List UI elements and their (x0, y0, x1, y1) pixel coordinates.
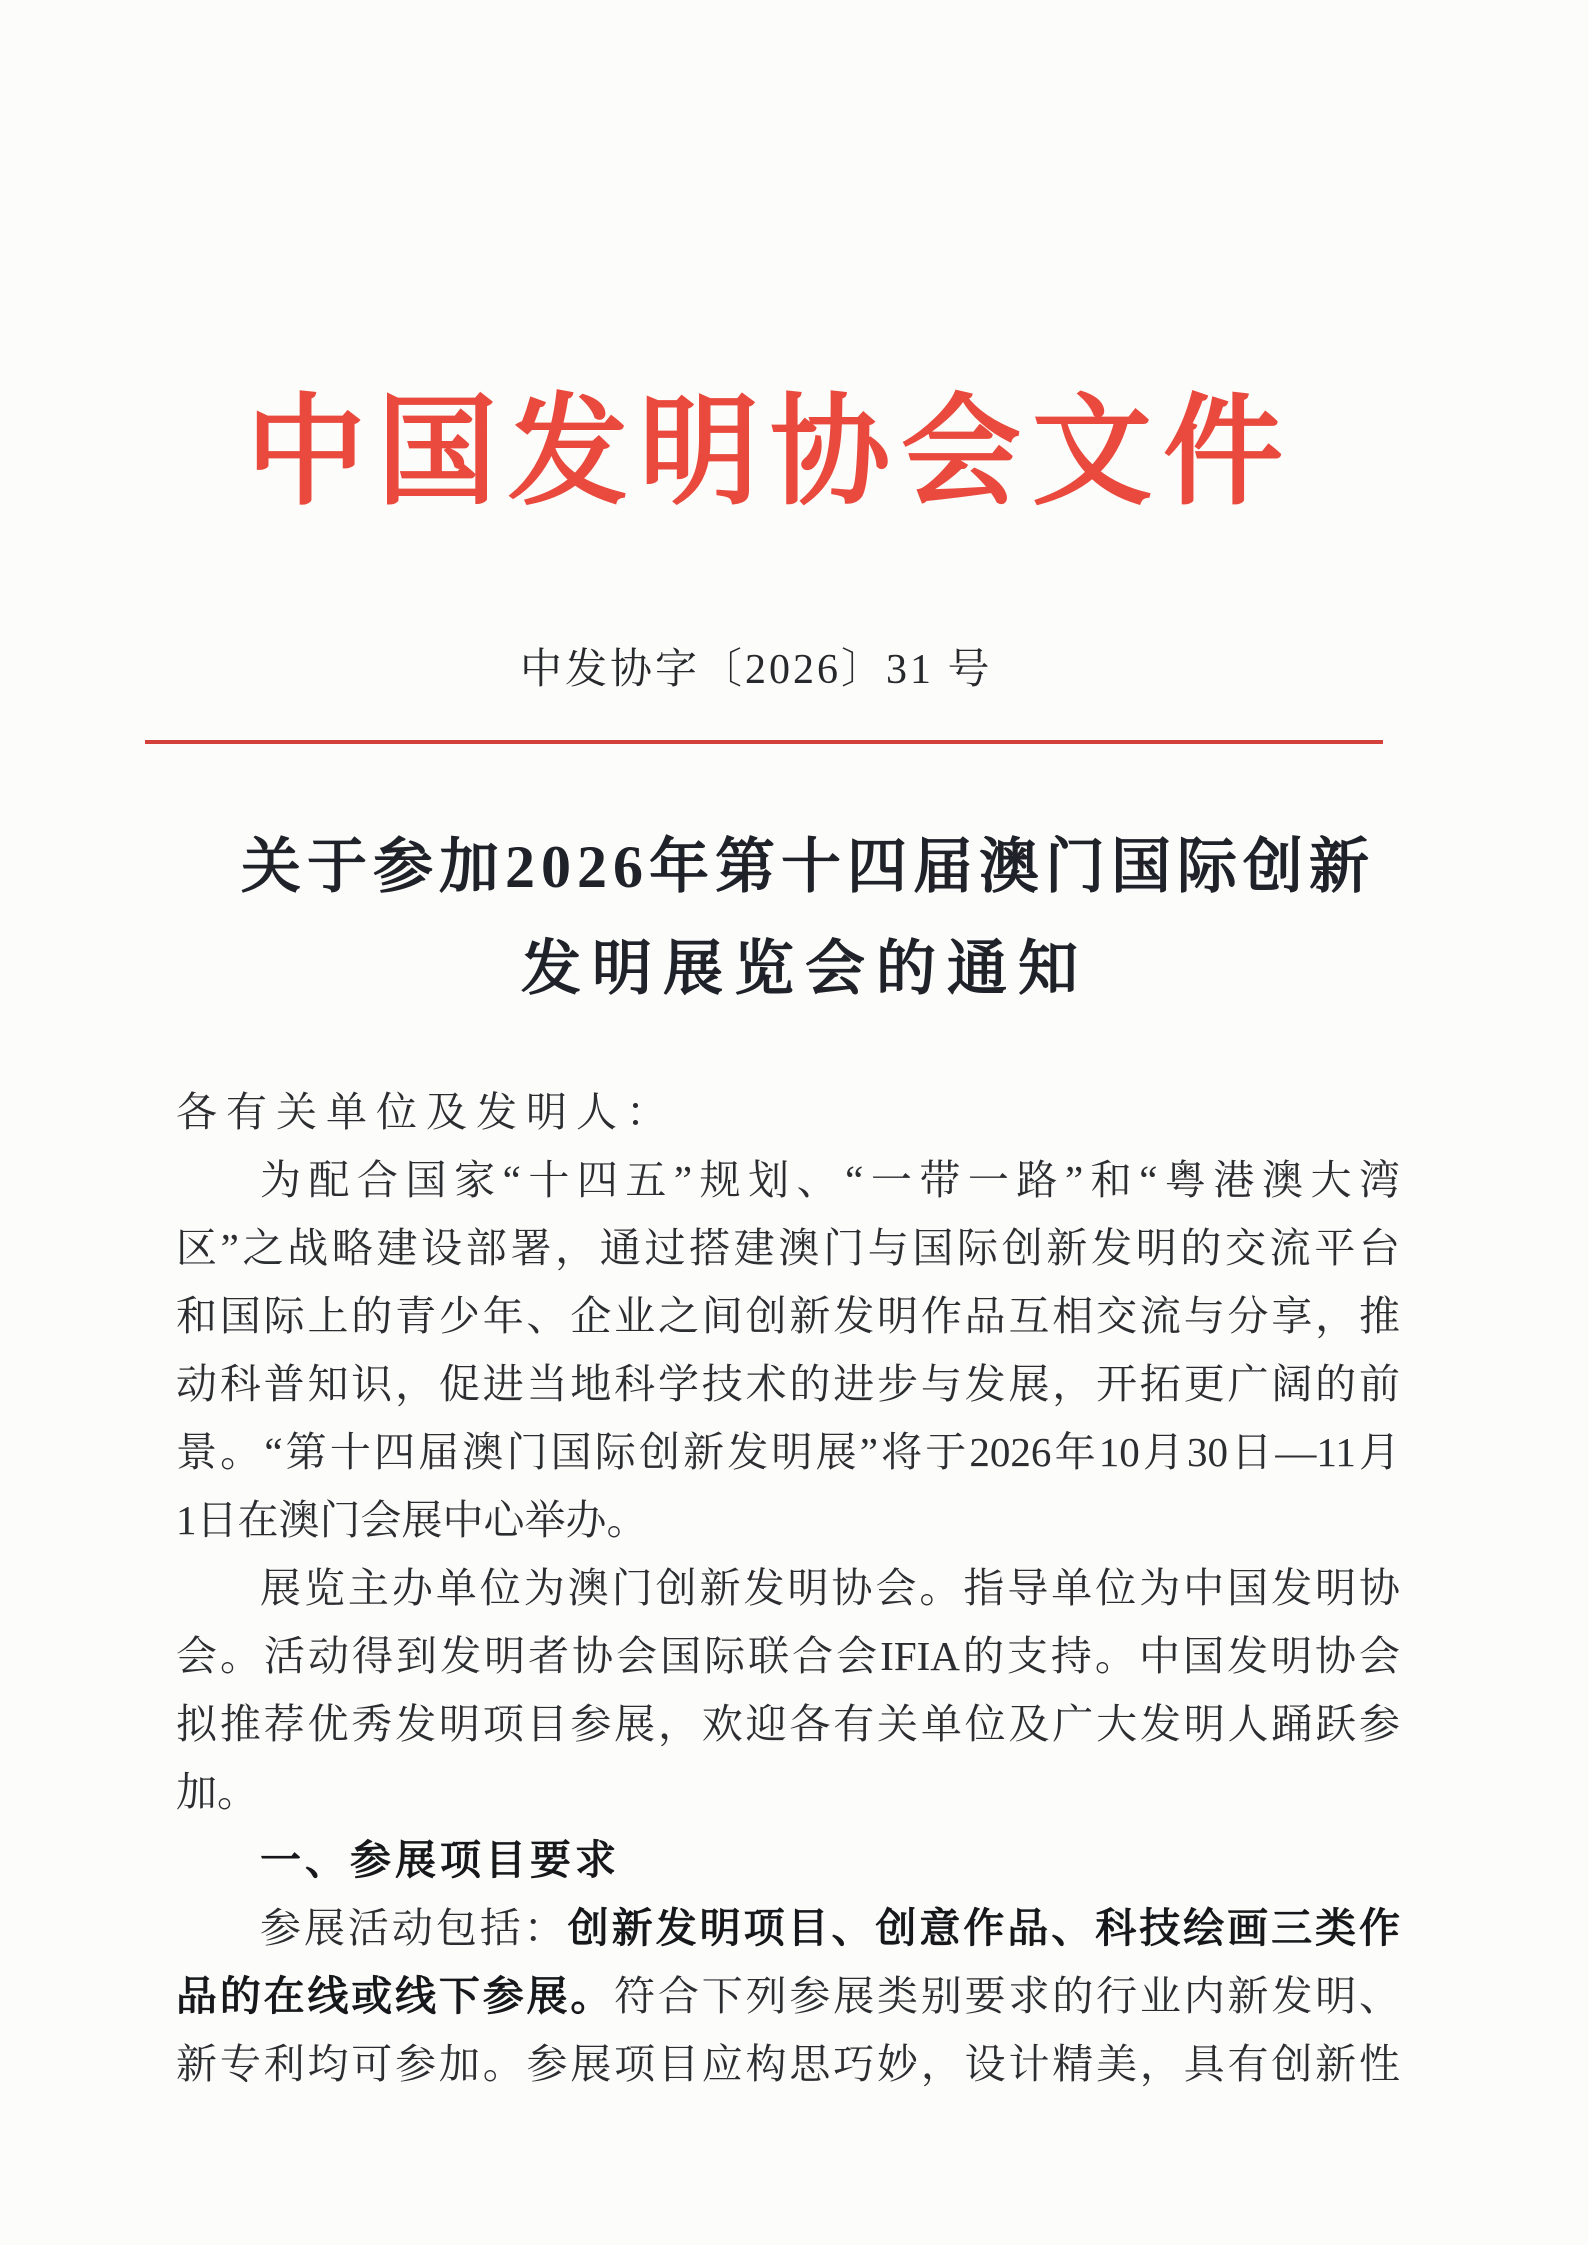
body-text-segment: 创新发明项目、创意作品、科技绘画三类作 (567, 1905, 1400, 1951)
body-line (176, 1962, 1400, 2030)
body-text-segment: 加。 (176, 1769, 258, 1815)
body-text-segment: 会。活动得到发明者协会国际联合会IFIA的支持。中国发明协会 (176, 1633, 1400, 1679)
body-line (176, 1554, 1400, 1622)
body-text-segment: 为配合国家“十四五”规划、“一带一路”和“粤港澳大湾 (260, 1157, 1400, 1203)
notice-title-line1: 关于参加2026年第十四届澳门国际创新 (241, 834, 1375, 900)
body-text-segment: 拟推荐优秀发明项目参展，欢迎各有关单位及广大发明人踊跃参 (176, 1701, 1400, 1747)
body-line (176, 1146, 1400, 1214)
body-line (176, 1486, 1400, 1554)
body-text-segment: 展览主办单位为澳门创新发明协会。指导单位为中国发明协 (260, 1565, 1400, 1611)
body-line (176, 1282, 1400, 1350)
body-text-segment: 区”之战略建设部署，通过搭建澳门与国际创新发明的交流平台 (176, 1225, 1400, 1271)
body-text-segment: 新专利均可参加。参展项目应构思巧妙，设计精美，具有创新性 (176, 2041, 1400, 2087)
body-line (176, 1690, 1400, 1758)
red-divider-rule (145, 740, 1383, 744)
body-text-segment: 品的在线或线下参展。 (176, 1973, 615, 2019)
body-text-segment: 1日在澳门会展中心举办。 (176, 1497, 648, 1543)
body-heading-line (176, 1826, 1400, 1894)
body-line (176, 1350, 1400, 1418)
body-text-segment: 和国际上的青少年、企业之间创新发明作品互相交流与分享，推 (176, 1293, 1400, 1339)
document-header-title: 中国发明协会文件 (246, 386, 1294, 519)
body-text-segment: 参展活动包括： (260, 1905, 568, 1951)
notice-title-line2: 发明展览会的通知 (521, 936, 1089, 1002)
body-line (176, 1758, 1400, 1826)
body (176, 1078, 1400, 2098)
body-line (176, 2030, 1400, 2098)
body-line (176, 1894, 1400, 1962)
body-text-segment: 各有关单位及发明人： (176, 1089, 676, 1135)
body-text-segment: 一、参展项目要求 (260, 1837, 620, 1883)
body-text-segment: 景。“第十四届澳门国际创新发明展”将于2026年10月30日—11月 (176, 1429, 1400, 1475)
body-line (176, 1214, 1400, 1282)
body-text-segment: 符合下列参展类别要求的行业内新发明、 (614, 1973, 1400, 2019)
body-line (176, 1622, 1400, 1690)
doc-number: 中发协字〔2026〕31 号 (520, 647, 993, 693)
body-line (176, 1078, 1400, 1146)
body-line (176, 1418, 1400, 1486)
body-text-segment: 动科普知识，促进当地科学技术的进步与发展，开拓更广阔的前 (176, 1361, 1400, 1407)
